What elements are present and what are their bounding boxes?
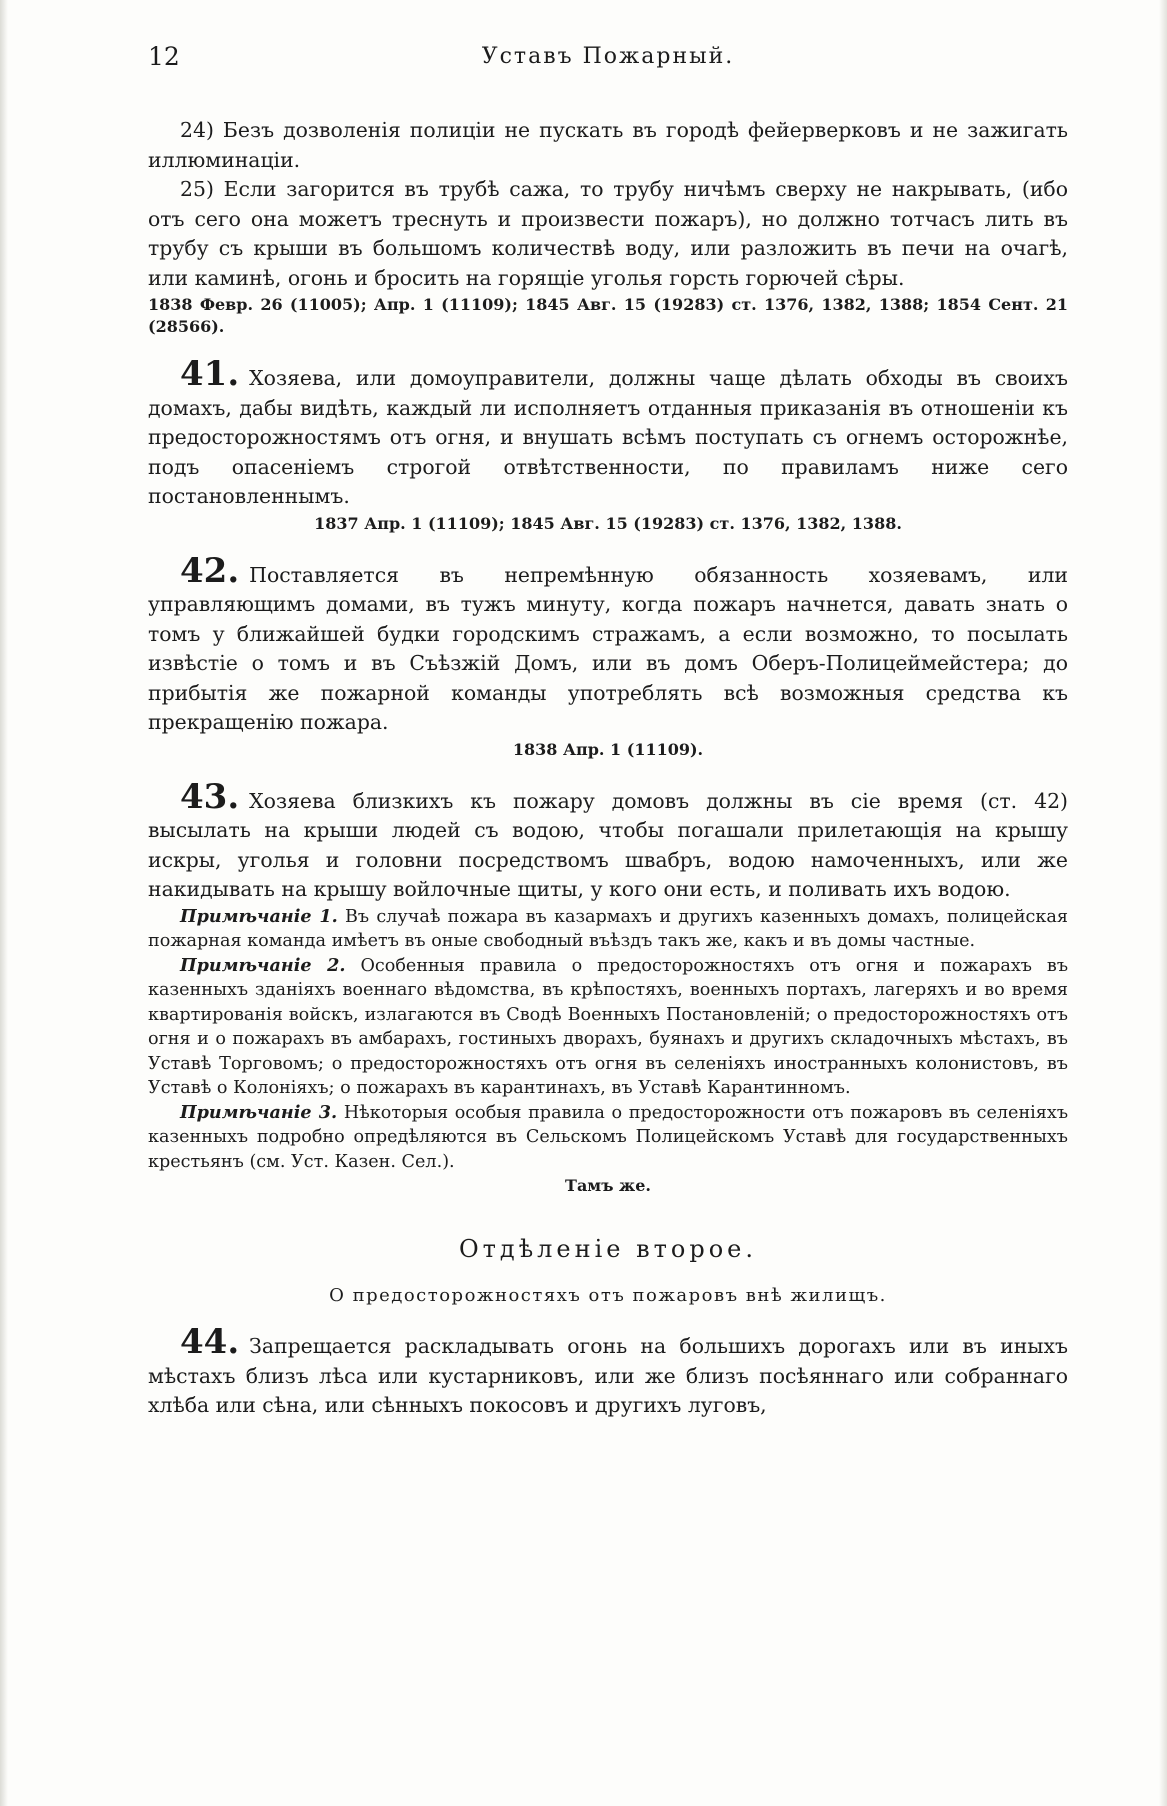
article-42-body (148, 550, 1068, 738)
scan-shadow-left (0, 0, 8, 1806)
article-number: 43. (180, 776, 240, 817)
article-text: Хозяева близкихъ къ пожару домовъ должны въ сіе время (ст. 42) высылать на крыши людей съ водою, чтобы погашали прилетающія на крышу искры, уголья и головни посредствомъ швабръ, водою намоченныхъ, или же накидывать на крышу войлочные щиты, у кого они есть, и поливать ихъ водою. (148, 788, 1068, 901)
article-43 (148, 776, 1069, 1198)
article-44-body (148, 1322, 1068, 1421)
article-42 (148, 550, 1068, 761)
article-number: 44. (180, 1322, 240, 1362)
running-head (148, 42, 1068, 82)
article-41 (148, 354, 1068, 535)
article-text: Хозяева, или домоуправители, должны чаще дѣлать обходы въ своихъ домахъ, дабы видѣть, каждый ли исполняетъ отданныя приказанія въ отношеніи къ предосторожностямъ отъ огня, и внушать всѣмъ поступать съ огнемъ осторожнѣе, подъ опасеніемъ строгой отвѣтственности, по правиламъ ниже сего постановленнымъ. (148, 366, 1068, 508)
article-43-note-2 (148, 954, 1068, 1101)
article-number: 42. (180, 550, 240, 591)
running-title: Уставъ Пожарный. (481, 44, 735, 69)
article-41-body (148, 354, 1068, 512)
article-number: 41. (180, 354, 240, 394)
note-text: Особенныя правила о предосторожностяхъ отъ огня и пожарахъ въ казенныхъ зданіяхъ военнаго вѣдомства, въ крѣпостяхъ, военныхъ портахъ, лагеряхъ и во время квартированія войскъ, излагаются въ Сводѣ Военныхъ Постановленій; о предосторожностяхъ отъ огня и о пожарахъ въ амбарахъ, гостиныхъ дворахъ, буянахъ и другихъ складочныхъ мѣстахъ, въ Уставѣ Торговомъ; о предосторожностяхъ отъ огня въ селеніяхъ иностранныхъ колонистовъ, въ Уставѣ о Колоніяхъ; о пожарахъ въ карантинахъ, въ Уставѣ Карантинномъ. (148, 955, 1069, 1098)
article-43-citation: Тамъ же. (565, 1176, 651, 1195)
note-label: Примѣчаніе 3. (180, 1101, 338, 1123)
article-43-note-3 (148, 1101, 1068, 1175)
page-number: 12 (148, 42, 180, 71)
citation-item-25: 1838 Февр. 26 (11005); Апр. 1 (11109); 1845 Авг. 15 (19283) ст. 1376, 1382, 1388; 1854 Сент. 21 (28566). (148, 295, 1068, 336)
page-content (148, 42, 1068, 1421)
article-44 (148, 1322, 1068, 1421)
article-text: Поставляется въ непремѣнную обязанность хозяевамъ, или управляющимъ домами, въ тужъ минуту, когда пожаръ начнется, давать знать о томъ у ближайшей будки городскимъ стражамъ, а если возможно, то посылать извѣстіе о томъ и въ Съѣзжій Домъ, или въ домъ Оберъ-Полицеймейстера; до прибытія же пожарной команды употреблять всѣ возможныя средства къ прекращенію пожара. (148, 562, 1068, 734)
article-43-body (148, 776, 1068, 905)
article-41-citation: 1837 Апр. 1 (11109); 1845 Авг. 15 (19283) ст. 1376, 1382, 1388. (314, 513, 902, 533)
note-text: Въ случаѣ пожара въ казармахъ и другихъ казенныхъ домахъ, полицейская пожарная команда имѣетъ въ оные свободный въѣздъ такъ же, какъ и въ домы частные. (148, 906, 1068, 951)
article-42-citation: 1838 Апр. 1 (11109). (512, 739, 704, 759)
article-text: Запрещается раскладывать огонь на большихъ дорогахъ или въ иныхъ мѣстахъ близъ лѣса или кустарниковъ, или же близъ посѣяннаго или собраннаго хлѣба или сѣна, или сѣнныхъ покосовъ и другихъ луговъ, (148, 1334, 1068, 1417)
item-25: 25) Если загорится въ трубѣ сажа, то трубу ничѣмъ сверху не накрывать, (ибо отъ сего она можетъ треснуть и произвести пожаръ), но должно тотчасъ лить въ трубу съ крыши въ большомъ количествѣ воду, или разложить въ печи на очагѣ, или каминѣ, огонь и бросить на горящіе уголья горсть горючей сѣры. (148, 177, 1068, 290)
section-subheading: О предосторожностяхъ отъ пожаровъ внѣ жилищъ. (329, 1285, 887, 1306)
section-heading: Отдѣленіе второе. (458, 1235, 758, 1263)
scan-shadow-right (1159, 0, 1167, 1806)
item-24: 24) Безъ дозволенія полиціи не пускать въ городѣ фейерверковъ и не зажигать иллюминаціи. (148, 118, 1068, 172)
note-text: Нѣкоторыя особыя правила о предосторожности отъ пожаровъ въ селеніяхъ казенныхъ подробно опредѣляются въ Сельскомъ Полицейскомъ Уставѣ для государственныхъ крестьянъ (см. Уст. Казен. Сел.). (148, 1102, 1069, 1172)
note-label: Примѣчаніе 1. (180, 905, 338, 927)
note-label: Примѣчаніе 2. (180, 954, 346, 976)
article-43-note-1 (148, 905, 1068, 954)
